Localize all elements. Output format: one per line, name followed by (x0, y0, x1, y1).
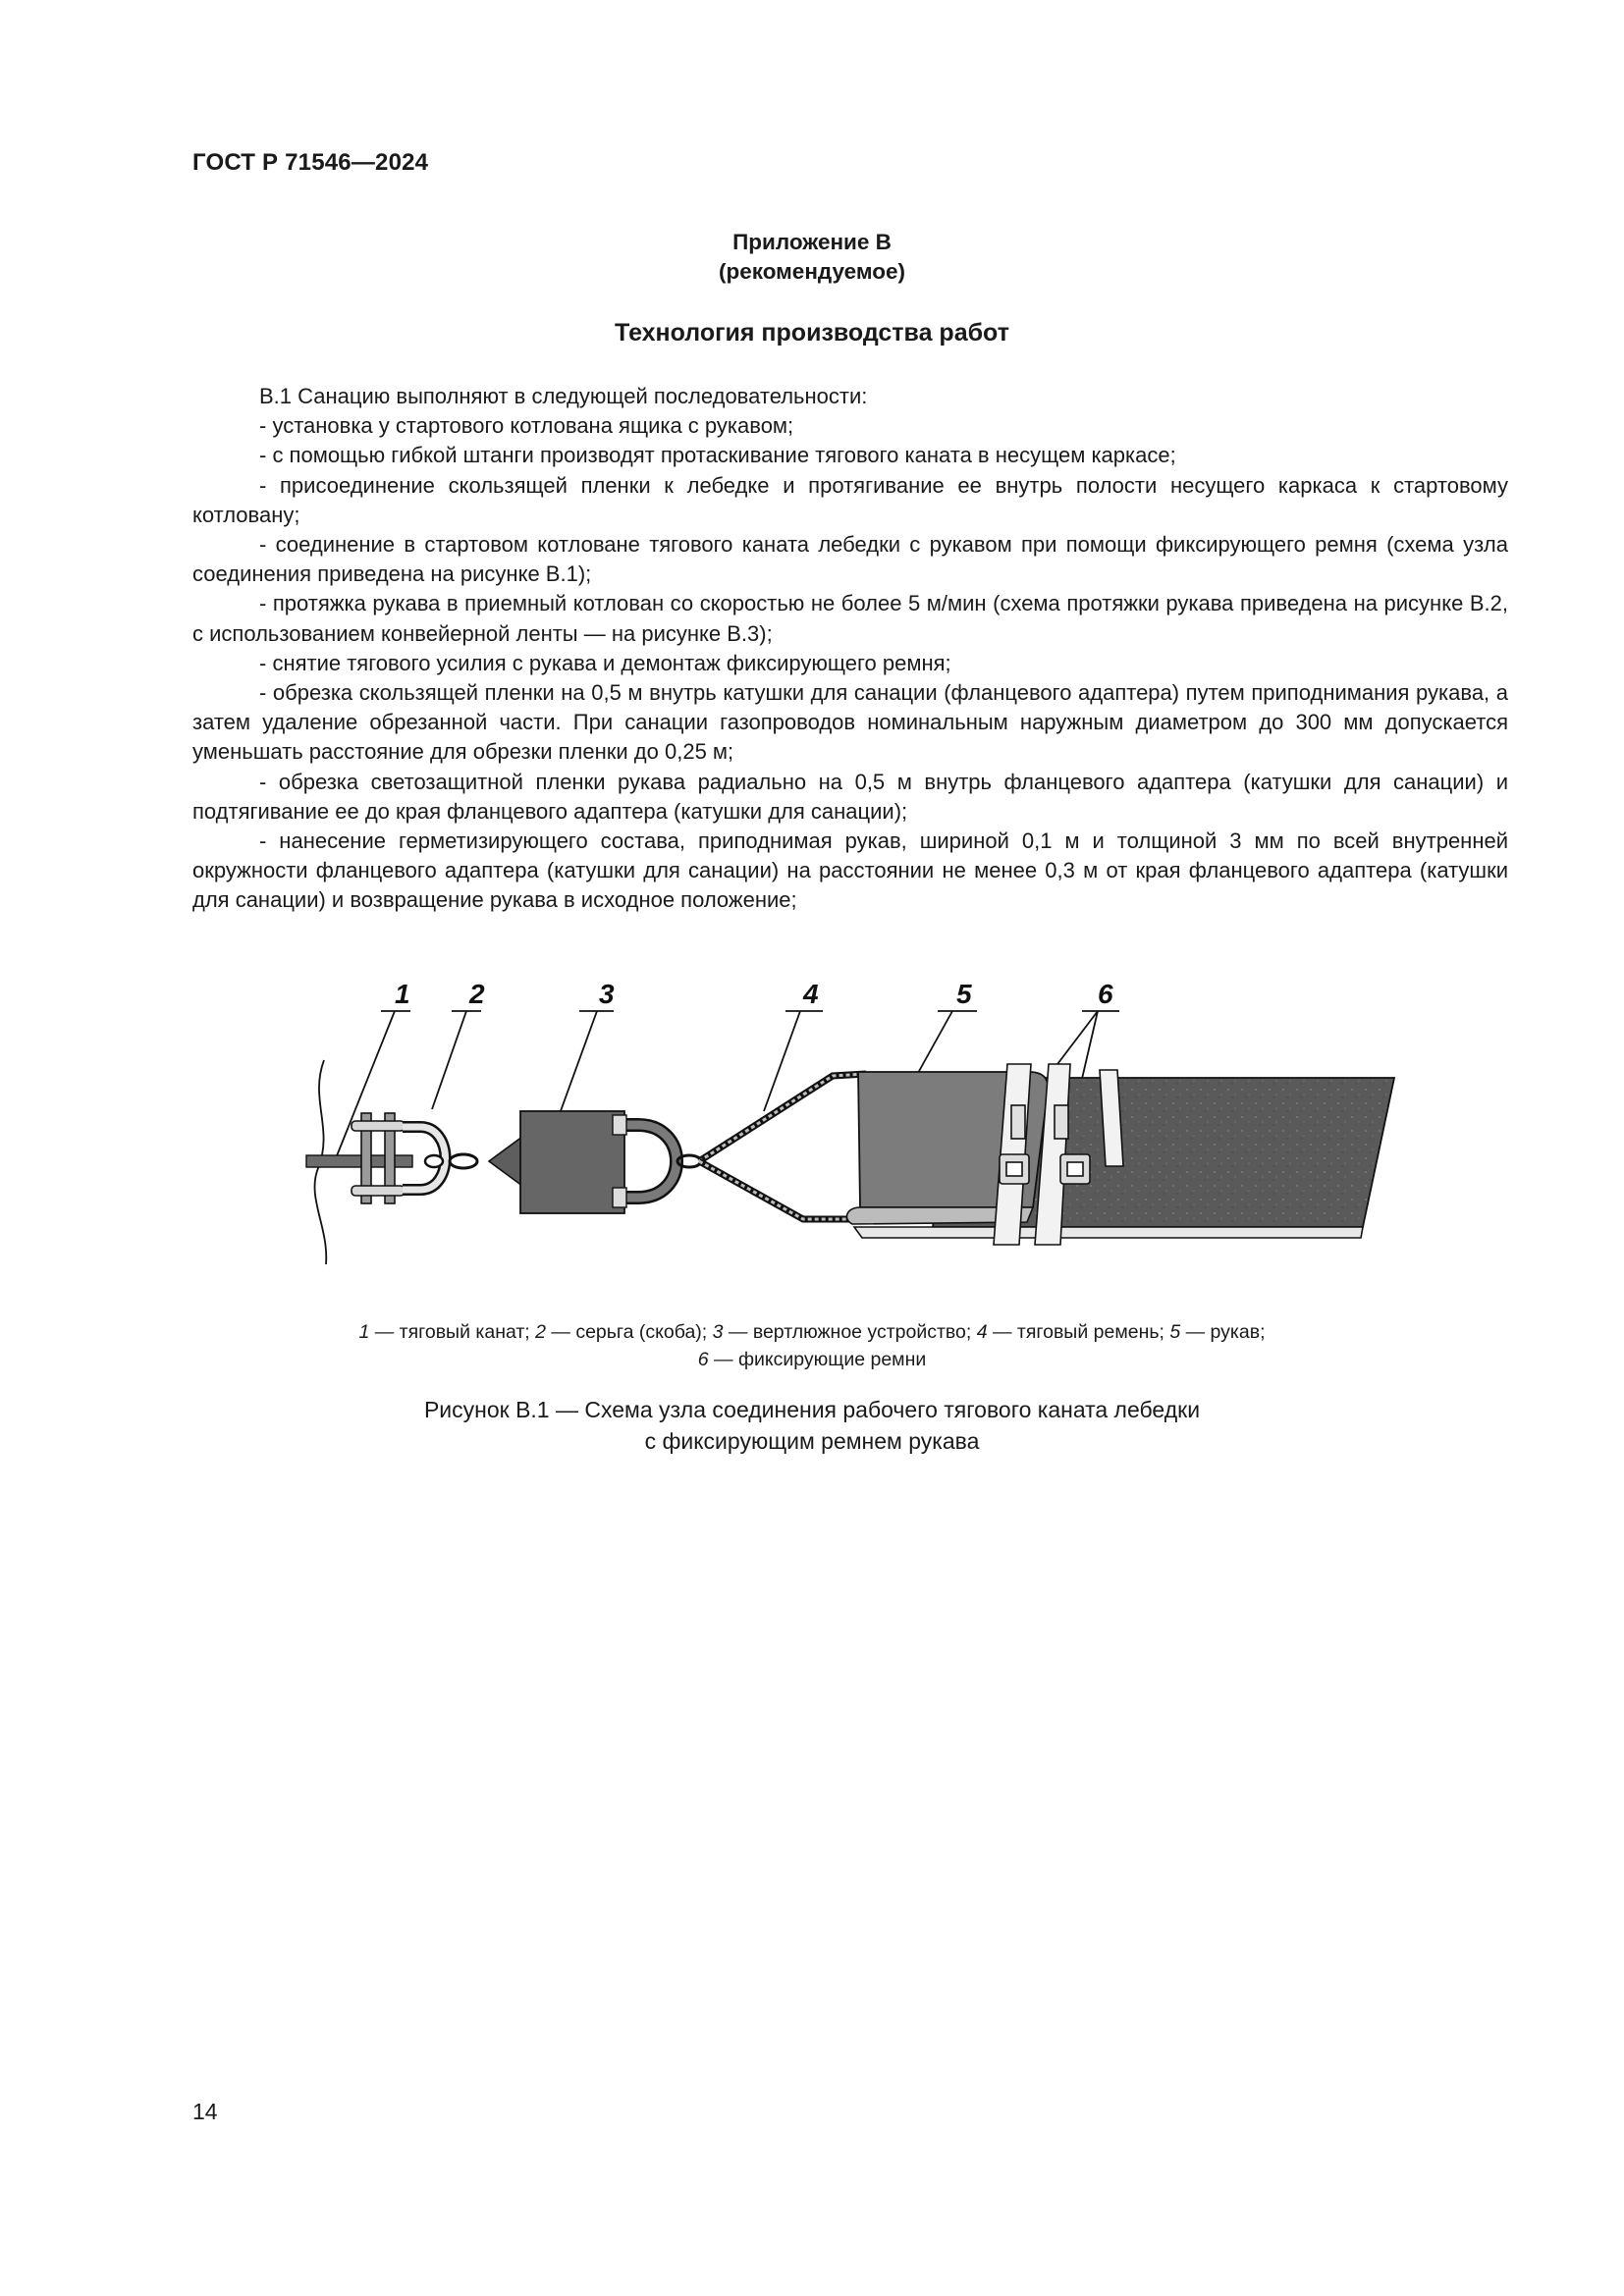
list-item: - снятие тягового усилия с рукава и демонтаж фиксирующего ремня; (259, 650, 951, 675)
callout-1: 1 (395, 979, 410, 1009)
legend-text: — рукав; (1180, 1321, 1266, 1343)
annex-title: Приложение В (732, 230, 892, 254)
list-item: - присоединение скользящей пленки к лебедке и протягивание ее внутрь полости несущего каркаса к стартовому котловану; (192, 472, 1508, 527)
list-item: - протяжка рукава в приемный котлован со скоростью не более 5 м/мин (схема протяжки рукава приведена на рисунке В.2, с использованием конвейерной ленты — на рисунке В.3); (192, 591, 1508, 646)
legend-num: 4 (976, 1321, 988, 1343)
traction-belt (699, 1074, 866, 1161)
annex-status: (рекомендуемое) (719, 259, 905, 284)
callout-4: 4 (803, 979, 819, 1009)
legend-num: 6 (697, 1349, 709, 1370)
page-number: 14 (192, 2099, 218, 2124)
section-title: Технология производства работ (615, 319, 1009, 347)
list-item: - соединение в стартовом котловане тягового каната лебедки с рукавом при помощи фиксирующего ремня (схема узла соединения приведена на рисунке В.1); (192, 532, 1508, 587)
legend-num: 1 (358, 1321, 370, 1343)
figure-caption-line: Рисунок В.1 — Схема узла соединения рабочего тягового каната лебедки (423, 1397, 1201, 1422)
legend-text: — вертлюжное устройство; (723, 1321, 977, 1343)
callout-6: 6 (1098, 979, 1113, 1009)
list-item: - установка у стартового котлована ящика с рукавом; (259, 413, 794, 439)
legend-text: — фиксирующие ремни (708, 1349, 927, 1370)
legend-num: 5 (1169, 1321, 1181, 1343)
list-item: - обрезка светозащитной пленки рукава радиально на 0,5 м внутрь фланцевого адаптера (катушки для санации) и подтягивание ее до края фланцевого адаптера (катушки для санации); (192, 769, 1508, 824)
hose-bottom-edge (854, 1227, 1363, 1238)
document-code: ГОСТ Р 71546—2024 (192, 149, 429, 176)
legend-num: 2 (535, 1321, 546, 1343)
swivel-device (520, 1111, 624, 1213)
legend-text: — тяговый канат; (369, 1321, 536, 1343)
legend-text: — тяговый ремень; (987, 1321, 1170, 1343)
paragraph-intro: В.1 Санацию выполняют в следующей последовательности: (259, 384, 868, 408)
traction-rope (306, 1155, 412, 1167)
list-item: - нанесение герметизирующего состава, приподнимая рукав, шириной 0,1 м и толщиной 3 мм по всей внутренней окружности фланцевого адаптера (катушки для санации) на расстоянии не менее 0,3 м от края фланцевого адаптера (катушки для санации) и возвращение рукава в исходное положение; (192, 828, 1508, 913)
list-item: - обрезка скользящей пленки на 0,5 м внутрь катушки для санации (фланцевого адаптера) путем приподнимания рукава, а затем удаление обрезанной части. При санации газопроводов номинальным наружным диаметром до 300 мм допускается уменьшать расстояние для обрезки пленки до 0,25 м; (192, 680, 1508, 765)
link-ring (450, 1154, 477, 1168)
figure-connection-diagram (304, 962, 1404, 1276)
swivel-cone (489, 1137, 522, 1186)
figure-legend (0, 1318, 1624, 1373)
body-text (192, 382, 1508, 916)
figure-caption (0, 1394, 1624, 1457)
list-item: - с помощью гибкой штанги производят протаскивание тягового каната в несущем каркасе; (259, 443, 1176, 468)
legend-num: 3 (712, 1321, 724, 1343)
callout-5: 5 (956, 979, 972, 1009)
callout-2: 2 (469, 979, 485, 1009)
figure-caption-line: с фиксирующим ремнем рукава (644, 1428, 980, 1454)
legend-text: — серьга (скоба); (546, 1321, 713, 1343)
callout-3: 3 (599, 979, 615, 1009)
